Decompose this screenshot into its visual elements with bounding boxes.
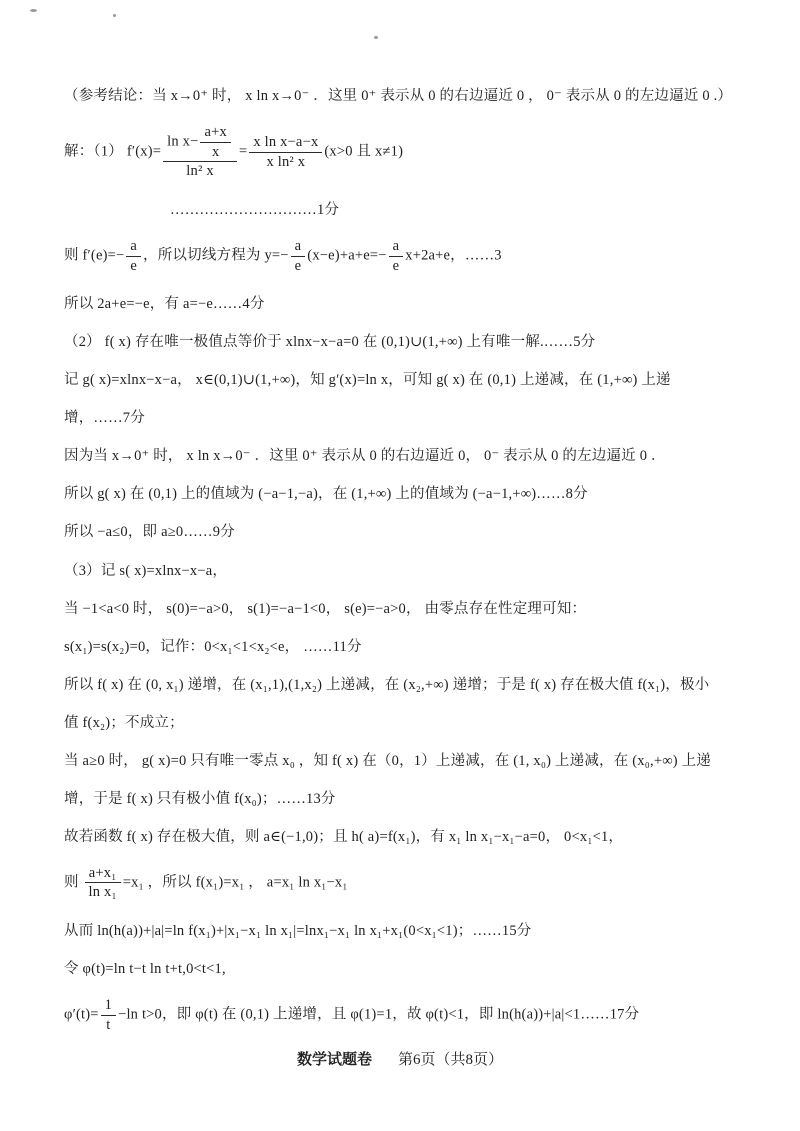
text-line: 故若函数 f( x) 存在极大值，则 a∈(−1,0)；且 h( a)=f(x₁)，有 x₁ ln x₁−x₁−a=0， 0<x₁<1， bbox=[64, 828, 624, 845]
footer-doc-title: 数学试题卷 bbox=[296, 1052, 372, 1068]
text-line: 所以 g( x) 在 (0,1) 上的值域为 (−a−1,−a)，在 (1,+∞) 上的值域为 (−a−1,+∞)……8分 bbox=[64, 486, 588, 503]
text-line: 增，于是 f( x) 只有极小值 f(x₀)；……13分 bbox=[64, 790, 336, 807]
text-line: 所以 −a≤0，即 a≥0……9分 bbox=[64, 524, 235, 541]
fraction: $\frac{a}{e}$ bbox=[126, 238, 141, 274]
text-line: 解：（1） f′(x)= ln x− $\frac{a+x}{x}$ ln² x = $\frac{\text{x ln x−a−x}}{\text{x ln² x}}$ (x>0 且 x≠1) bbox=[64, 124, 404, 180]
scan-artifact bbox=[30, 9, 37, 12]
text-line: 当 a≥0 时， g( x)=0 只有唯一零点 x₀ ，知 f( x) 在（0，1）上递减，在 (1, x₀) 上递减，在 (x₀,+∞) 上递 bbox=[64, 752, 711, 769]
text-line: 令 φ(t)=ln t−t ln t+t,0<t<1, bbox=[64, 960, 226, 977]
text-line: （2） f( x) 存在唯一极值点等价于 xlnx−x−a=0 在 (0,1)∪(1,+∞) 上有唯一解.……5分 bbox=[64, 334, 596, 351]
text-line: 因为当 x→0⁺ 时， x ln x→0⁻ ．这里 0⁺ 表示从 0 的右边逼近 0， 0⁻ 表示从 0 的左边逼近 0 ． bbox=[64, 448, 666, 465]
text-line: 增，……7分 bbox=[64, 410, 145, 427]
fraction: $\frac{a+x}{x}$ bbox=[200, 124, 230, 160]
fraction: ln x− $\frac{a+x}{x}$ ln² x bbox=[163, 124, 237, 180]
page-footer bbox=[0, 1048, 800, 1069]
text-line: 记 g( x)=xlnx−x−a， x∈(0,1)∪(1,+∞)，知 g′(x)=ln x，可知 g( x) 在 (0,1) 上递减，在 (1,+∞) 上递 bbox=[64, 372, 671, 389]
text-line: （参考结论：当 x→0⁺ 时， x ln x→0⁻ ．这里 0⁺ 表示从 0 的右边逼近 0 ， 0⁻ 表示从 0 的左边逼近 0 .） bbox=[64, 88, 733, 104]
text-line: 所以 f( x) 在 (0, x₁) 递增，在 (x₁,1),(1,x₂) 上递减，在 (x₂,+∞) 递增；于是 f( x) 存在极大值 f(x₁)，极小 bbox=[64, 676, 710, 693]
text-line: …………………………1分 bbox=[170, 202, 340, 219]
text-line: 从而 ln(h(a))+|a|=ln f(x₁)+|x₁−x₁ ln x₁|=lnx₁−x₁ ln x₁+x₁(0<x₁<1)；……15分 bbox=[64, 922, 532, 939]
text-line: φ′(t)= $\frac{1}{t}$ −ln t>0，即 φ(t) 在 (0,1) 上递增，且 φ(1)=1，故 φ(t)<1，即 ln(h(a))+|a|<1……17分 bbox=[64, 997, 640, 1033]
document-body bbox=[64, 86, 744, 1033]
fraction: $\frac{\text{a+x₁}}{\text{ln x₁}}$ bbox=[85, 865, 121, 901]
fraction: $\frac{a}{e}$ bbox=[389, 238, 404, 274]
text-line: 所以 2a+e=−e，有 a=−e……4分 bbox=[64, 296, 265, 313]
footer-page-number: 第6页（共8页） bbox=[398, 1052, 504, 1068]
scan-artifact bbox=[374, 36, 378, 39]
text-line: 当 −1<a<0 时， s(0)=−a>0， s(1)=−a−1<0， s(e)=−a>0， 由零点存在性定理可知： bbox=[64, 600, 587, 617]
text-line: 则 f′(e)=− $\frac{a}{e}$ ，所以切线方程为 y=− $\frac{a}{e}$ (x−e)+a+e=− $\frac{a}{e}$ x+2a+e，……3 bbox=[64, 238, 502, 274]
text-line: 值 f(x₂)；不成立； bbox=[64, 714, 184, 731]
fraction: $\frac{a}{e}$ bbox=[291, 238, 306, 274]
text-line: （3）记 s( x)=xlnx−x−a， bbox=[64, 562, 228, 579]
scan-artifact bbox=[113, 14, 116, 17]
text-line: 则 $\frac{\text{a+x₁}}{\text{ln x₁}}$ =x₁ ，所以 f(x₁)=x₁ ， a=x₁ ln x₁−x₁ bbox=[64, 864, 348, 901]
fraction: $\frac{1}{t}$ bbox=[101, 997, 116, 1033]
fraction: $\frac{\text{x ln x−a−x}}{\text{x ln² x}}$ bbox=[249, 134, 322, 170]
text-line: s(x₁)=s(x₂)=0，记作：0<x₁<1<x₂<e， ……11分 bbox=[64, 638, 362, 655]
